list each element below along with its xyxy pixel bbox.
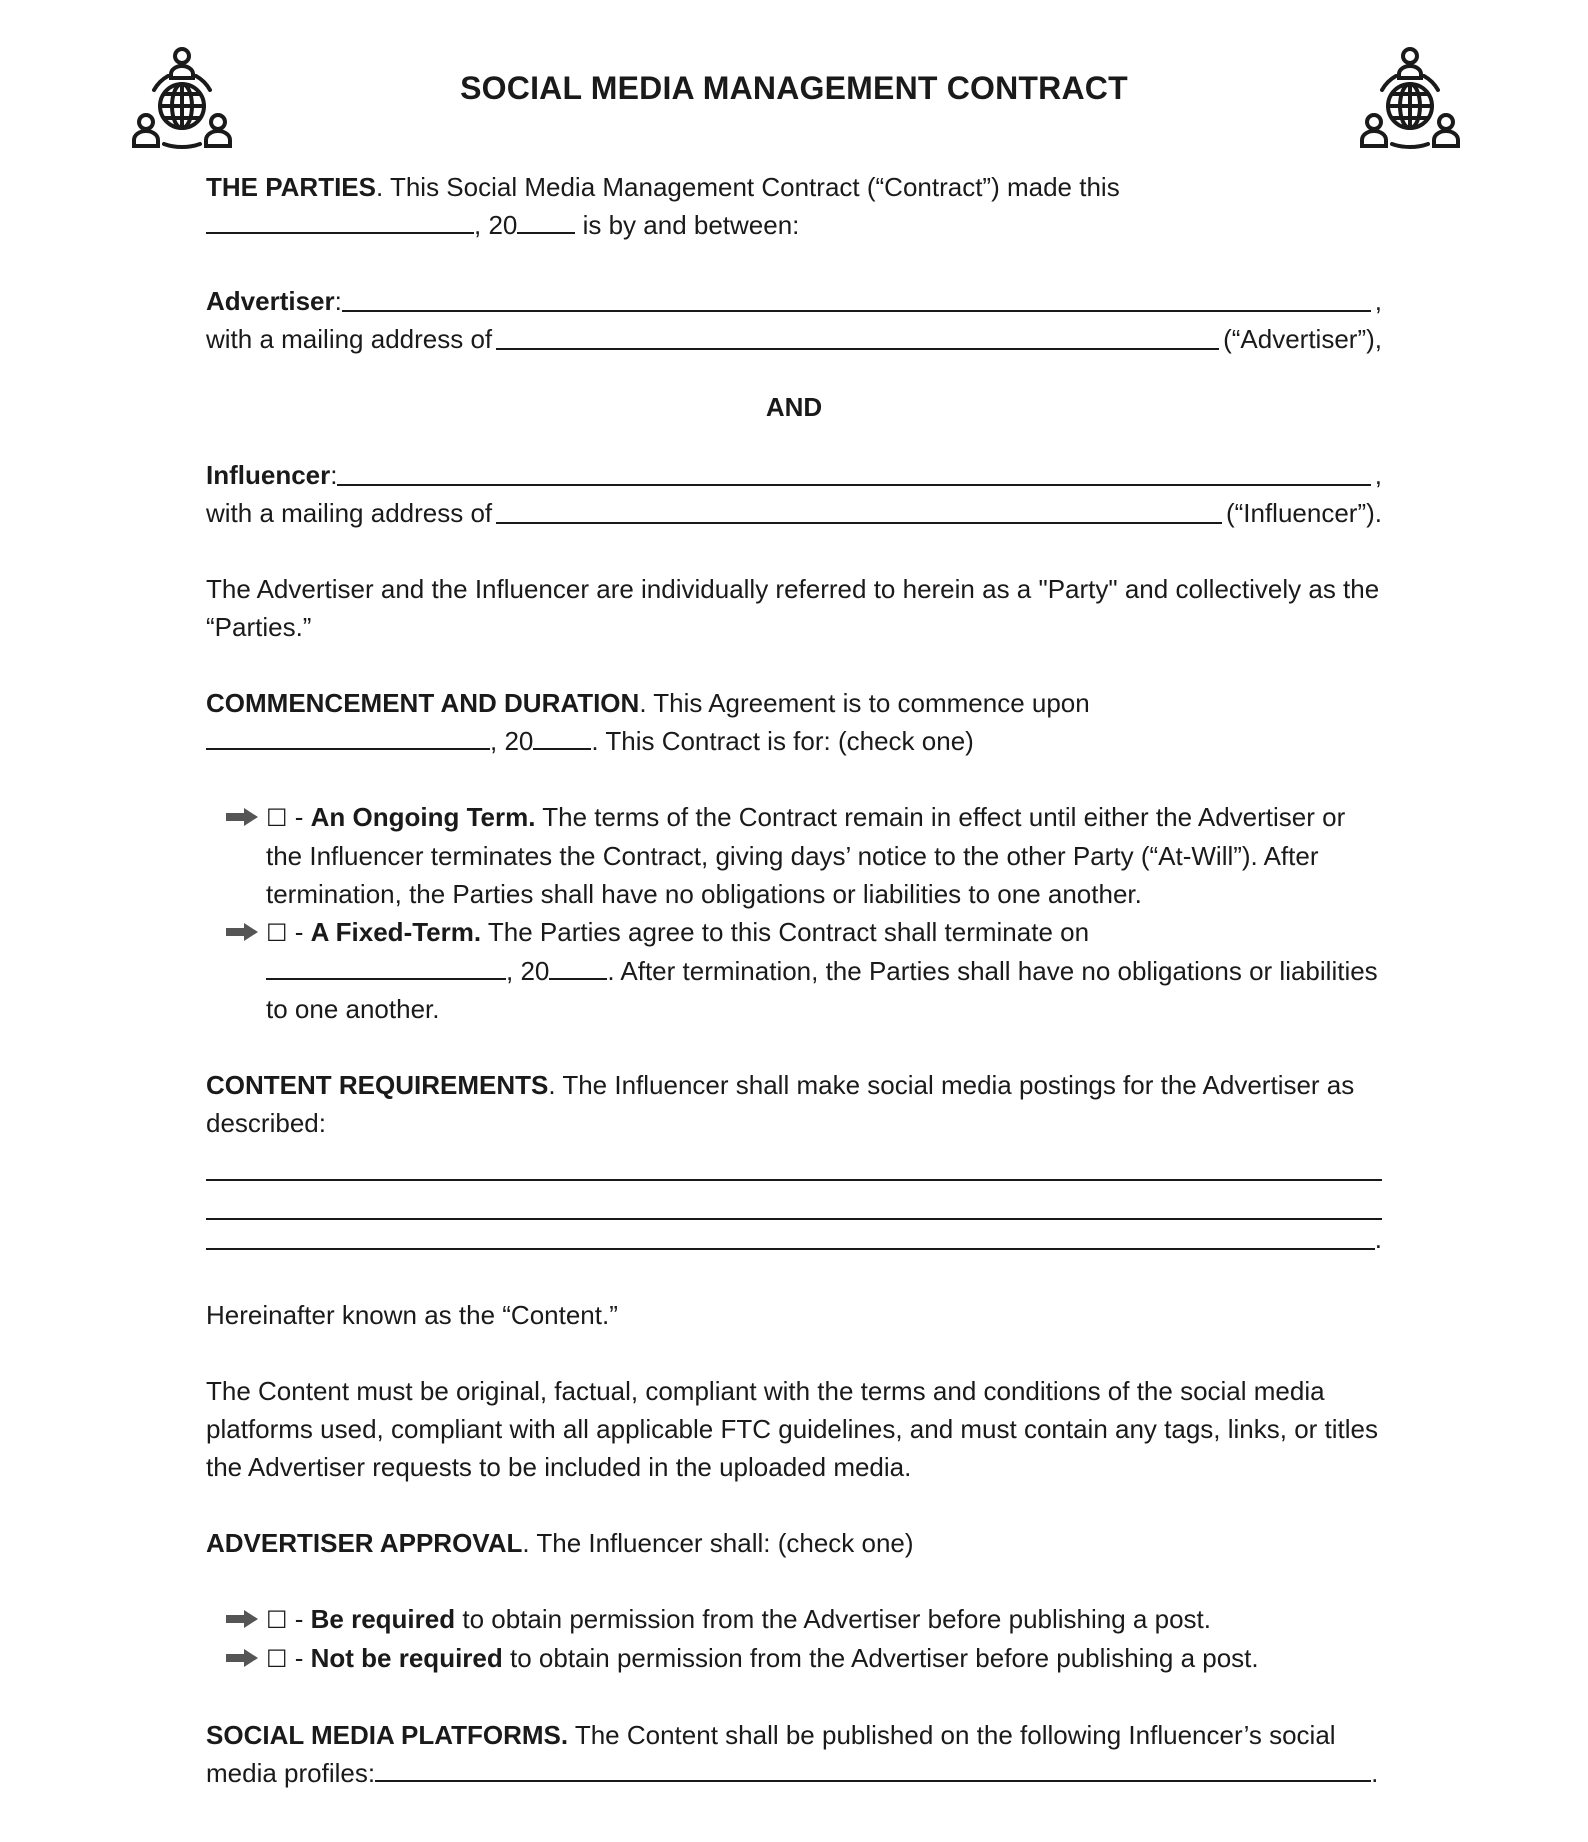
fixed-term-text: The Parties agree to this Contract shall terminate on — [481, 917, 1090, 947]
influencer-name-line — [206, 456, 1382, 494]
content-rules-paragraph: The Content must be original, factual, compliant with the terms and conditions of the social media platforms used, compliant with all applicable FTC guidelines, and must contain any tags, links, or titles the Advertiser requests to be included in the uploaded media. — [206, 1376, 1379, 1482]
and-label: AND — [765, 392, 823, 422]
parties-paragraph — [206, 168, 1382, 206]
arrow-right-icon — [226, 1610, 258, 1628]
content-description-line-3-row — [206, 1220, 1382, 1258]
commencement-year-blank[interactable] — [533, 724, 591, 750]
influencer-label: Influencer — [206, 460, 331, 490]
approval-options — [218, 1600, 1382, 1678]
influencer-address-line — [206, 494, 1382, 532]
option-dash: - — [287, 1604, 311, 1634]
document-title: SOCIAL MEDIA MANAGEMENT CONTRACT — [460, 70, 1128, 106]
content-requirements-text: . The Influencer shall make social media postings for the Advertiser as described: — [206, 1070, 1355, 1138]
content-end-period: . — [1374, 1224, 1382, 1254]
year-prefix: , 20 — [474, 210, 518, 240]
option-dash: - — [287, 802, 311, 832]
influencer-address-blank[interactable] — [496, 521, 1222, 524]
content-description-line-1[interactable] — [206, 1142, 1382, 1181]
approval-paragraph — [206, 1524, 1382, 1562]
be-required-text: to obtain permission from the Advertiser before publishing a post. — [455, 1604, 1211, 1634]
commencement-date-line — [206, 722, 1382, 760]
parties-definition: The Advertiser and the Influencer are individually referred to herein as a "Party" and collectively as the “Parties.” — [206, 574, 1380, 642]
commencement-heading: COMMENCEMENT AND DURATION — [206, 688, 640, 718]
advertiser-name-blank[interactable] — [342, 309, 1371, 312]
advertiser-name-line — [206, 282, 1382, 320]
ongoing-term-label: An Ongoing Term. — [310, 802, 536, 832]
contract-body — [206, 168, 1382, 1792]
duration-options — [218, 798, 1382, 1028]
advertiser-address-suffix: (“Advertiser”), — [1223, 324, 1382, 354]
platforms-end-period: . — [1371, 1758, 1379, 1788]
platforms-heading: SOCIAL MEDIA PLATFORMS. — [206, 1720, 569, 1750]
fixed-term-label: A Fixed-Term. — [310, 917, 482, 947]
parties-between-text: is by and between: — [575, 210, 800, 240]
content-known-as: Hereinafter known as the “Content.” — [206, 1300, 618, 1330]
influencer-colon: : — [330, 460, 338, 490]
arrow-right-icon — [226, 923, 258, 941]
option-fixed-term — [218, 913, 1382, 1028]
fixed-term-year-prefix: , 20 — [506, 956, 550, 986]
approval-text: . The Influencer shall: (check one) — [522, 1528, 914, 1558]
content-description-line-2[interactable] — [206, 1181, 1382, 1220]
commencement-year-prefix: , 20 — [490, 726, 534, 756]
advertiser-label: Advertiser — [206, 286, 335, 316]
platforms-paragraph — [206, 1716, 1382, 1792]
influencer-comma: , — [1374, 460, 1382, 490]
be-required-label: Be required — [310, 1604, 456, 1634]
option-ongoing-term — [218, 798, 1382, 913]
commencement-text: . This Agreement is to commence upon — [639, 688, 1090, 718]
arrow-right-icon — [226, 1649, 258, 1667]
advertiser-comma: , — [1374, 286, 1382, 316]
commencement-paragraph — [206, 684, 1382, 722]
platforms-blank[interactable] — [375, 1756, 1371, 1782]
fixed-term-date-blank[interactable] — [266, 954, 506, 980]
advertiser-address-line — [206, 320, 1382, 358]
checkbox-fixed-term[interactable]: ☐ — [266, 919, 288, 947]
not-be-required-label: Not be required — [310, 1643, 503, 1673]
platforms-text: The Content shall be published on the following Influencer’s social media profiles: — [206, 1720, 1336, 1788]
option-dash: - — [287, 1643, 311, 1673]
influencer-address-prefix: with a mailing address of — [206, 498, 493, 528]
advertiser-address-prefix: with a mailing address of — [206, 324, 493, 354]
parties-heading: THE PARTIES — [206, 172, 376, 202]
globe-people-icon — [1356, 44, 1464, 154]
parties-date-line — [206, 206, 1382, 244]
contract-year-blank[interactable] — [517, 208, 575, 234]
checkbox-ongoing-term[interactable]: ☐ — [266, 804, 288, 832]
arrow-right-icon — [226, 808, 258, 826]
commencement-check-text: . This Contract is for: (check one) — [591, 726, 974, 756]
checkbox-not-be-required[interactable]: ☐ — [266, 1645, 288, 1673]
content-requirements-heading: CONTENT REQUIREMENTS — [206, 1070, 549, 1100]
not-be-required-text: to obtain permission from the Advertiser before publishing a post. — [502, 1643, 1259, 1673]
fixed-term-year-blank[interactable] — [549, 954, 607, 980]
ongoing-term-text: The terms of the Contract remain in effect until either the Advertiser or the Influencer terminates the Contract, giving days’ notice to the other Party (“At-Will”). After termination, the Parties shall have no obligations or liabilities to one another. — [266, 802, 1346, 909]
influencer-name-blank[interactable] — [337, 483, 1370, 486]
influencer-address-suffix: (“Influencer”). — [1225, 498, 1382, 528]
parties-text: . This Social Media Management Contract (“Contract”) made this — [375, 172, 1120, 202]
advertiser-colon: : — [334, 286, 342, 316]
checkbox-be-required[interactable]: ☐ — [266, 1606, 288, 1634]
content-requirements-paragraph — [206, 1066, 1382, 1142]
commencement-date-blank[interactable] — [206, 724, 490, 750]
option-be-required — [218, 1600, 1382, 1639]
contract-date-blank[interactable] — [206, 208, 474, 234]
option-not-be-required — [218, 1639, 1382, 1678]
fixed-term-after-text: . After termination, the Parties shall have no obligations or liabilities to one another. — [266, 956, 1378, 1024]
advertiser-address-blank[interactable] — [496, 347, 1219, 350]
approval-heading: ADVERTISER APPROVAL — [206, 1528, 523, 1558]
option-dash: - — [287, 917, 311, 947]
content-description-line-3[interactable] — [206, 1248, 1375, 1250]
